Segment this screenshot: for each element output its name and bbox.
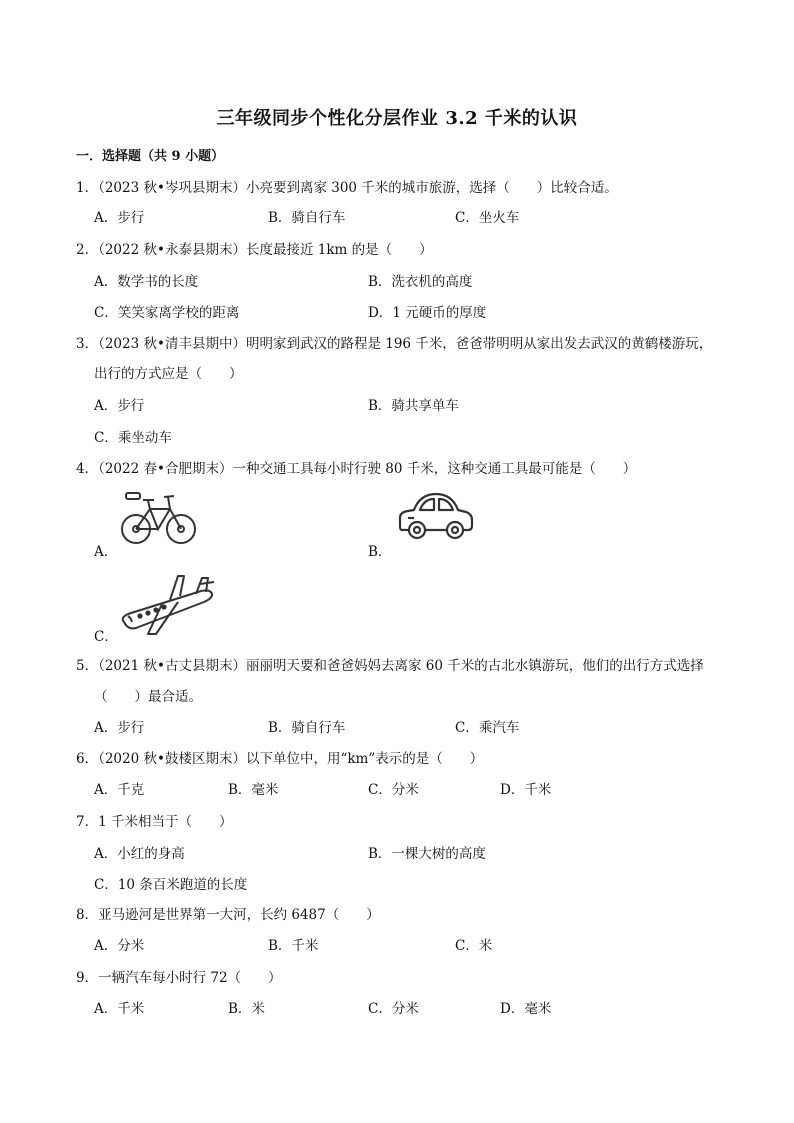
question-1-option-c[interactable]: C．坐火车: [455, 210, 520, 226]
question-9-stem: 9．一辆汽车每小时行 72（ ）: [76, 970, 282, 986]
question-1-stem: 1．（2023 秋•岑巩县期末）小亮要到离家 300 千米的城市旅游，选择（ ）比较合适。: [76, 180, 618, 196]
question-8-stem: 8．亚马逊河是世界第一大河，长约 6487（ ）: [76, 907, 380, 923]
section-heading: 一．选择题（共 9 小题）: [76, 149, 225, 164]
question-7-option-a[interactable]: A．小红的身高: [94, 846, 185, 862]
question-3-stem-continued: 出行的方式应是（ ）: [94, 366, 243, 382]
question-3-stem: 3．（2023 秋•清丰县期中）明明家到武汉的路程是 196 千米，爸爸带明明从家出发去武汉的黄鹤楼游玩，: [76, 336, 713, 352]
question-5-option-c[interactable]: C．乘汽车: [455, 720, 520, 736]
bicycle-icon: [118, 487, 200, 549]
question-4-option-b[interactable]: B．: [368, 544, 392, 560]
question-5-stem-continued: （ ）最合适。: [94, 689, 202, 705]
question-6-option-b[interactable]: B．毫米: [228, 782, 279, 798]
question-9-option-d[interactable]: D．毫米: [500, 1001, 552, 1017]
question-7-stem: 7．1 千米相当于（ ）: [76, 814, 233, 830]
question-5-option-a[interactable]: A．步行: [94, 720, 145, 736]
question-9-option-c[interactable]: C．分米: [368, 1001, 419, 1017]
question-2-option-b[interactable]: B．洗衣机的高度: [368, 274, 473, 290]
question-1-option-b[interactable]: B．骑自行车: [268, 210, 346, 226]
question-7-option-b[interactable]: B．一棵大树的高度: [368, 846, 486, 862]
question-4-stem: 4．（2022 春•合肥期末）一种交通工具每小时行驶 80 千米，这种交通工具最可能是（ ）: [76, 461, 637, 477]
question-5-stem: 5．（2021 秋•古丈县期末）丽丽明天要和爸爸妈妈去离家 60 千米的古北水镇游玩，他们的出行方式选择: [76, 658, 704, 674]
airplane-icon: [118, 572, 220, 638]
question-5-option-b[interactable]: B．骑自行车: [268, 720, 346, 736]
question-3-option-b[interactable]: B．骑共享单车: [368, 398, 459, 414]
question-6-option-c[interactable]: C．分米: [368, 782, 419, 798]
question-3-option-a[interactable]: A．步行: [94, 398, 145, 414]
question-7-option-c[interactable]: C．10 条百米跑道的长度: [94, 877, 248, 893]
question-3-option-c[interactable]: C．乘坐动车: [94, 430, 172, 446]
question-2-option-c[interactable]: C．笑笑家离学校的距离: [94, 305, 240, 321]
question-8-option-a[interactable]: A．分米: [94, 938, 145, 954]
question-6-option-a[interactable]: A．千克: [94, 782, 145, 798]
question-4-option-a[interactable]: A．: [94, 544, 118, 560]
question-9-option-b[interactable]: B．米: [228, 1001, 265, 1017]
question-6-stem: 6．（2020 秋•鼓楼区期末）以下单位中，用“km”表示的是（ ）: [76, 751, 484, 767]
car-icon: [394, 488, 476, 544]
question-8-option-b[interactable]: B．千米: [268, 938, 319, 954]
question-2-option-d[interactable]: D．1 元硬币的厚度: [368, 305, 487, 321]
question-6-option-d[interactable]: D．千米: [500, 782, 552, 798]
question-4-option-c[interactable]: C．: [94, 629, 118, 645]
question-2-option-a[interactable]: A．数学书的长度: [94, 274, 199, 290]
question-2-stem: 2．（2022 秋•永泰县期末）长度最接近 1km 的是（ ）: [76, 242, 433, 258]
question-8-option-c[interactable]: C．米: [455, 938, 493, 954]
question-1-option-a[interactable]: A．步行: [94, 210, 145, 226]
page-title: 三年级同步个性化分层作业 3.2 千米的认识: [216, 108, 578, 129]
question-9-option-a[interactable]: A．千米: [94, 1001, 145, 1017]
